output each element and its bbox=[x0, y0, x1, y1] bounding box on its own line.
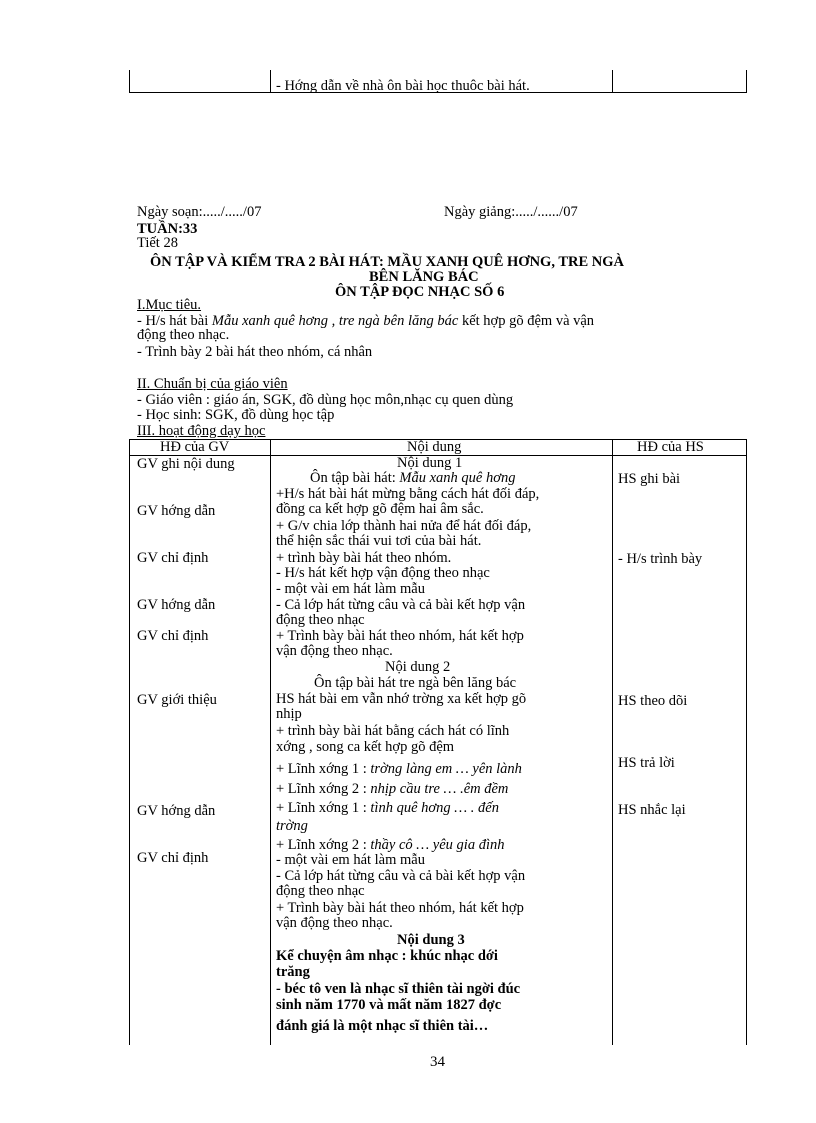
nd3-line: sinh năm 1770 và mất năm 1827 đợc bbox=[276, 997, 502, 1013]
chuan-bi-line2: - Học sinh: SGK, đồ dùng học tập bbox=[137, 407, 335, 423]
nd1-line: + G/v chia lớp thành hai nửa để hát đối đáp, bbox=[276, 518, 532, 534]
linh-xuong-line bbox=[276, 838, 505, 853]
nd1-line: vận động theo nhạc. bbox=[276, 643, 393, 659]
muc-tieu-heading: I.Mục tiêu. bbox=[137, 297, 202, 313]
nd2-tail-line: động theo nhạc bbox=[276, 883, 365, 899]
nd1-sub-song: Mẫu xanh quê hơng bbox=[399, 470, 516, 486]
page-number: 34 bbox=[430, 1054, 445, 1070]
gv-item: GV ghi nội dung bbox=[137, 456, 235, 472]
muc-tieu-line3: - Trình bày 2 bài hát theo nhóm, cá nhân bbox=[137, 344, 373, 360]
nd2-line: HS hát bài em vẫn nhớ trờng xa kết hợp gõ bbox=[276, 691, 527, 707]
nd3-line: đánh giá là một nhạc sĩ thiên tài… bbox=[276, 1018, 489, 1034]
linh-xuong-line bbox=[276, 762, 522, 777]
linh-xuong-label: + Lĩnh xớng 2 : bbox=[276, 781, 371, 797]
nd1-line: động theo nhạc bbox=[276, 612, 365, 628]
gv-item: GV chỉ định bbox=[137, 628, 209, 644]
gv-item: GV giới thiệu bbox=[137, 692, 217, 708]
linh-xuong-text: thầy cô … yêu gia đình bbox=[370, 837, 505, 853]
gv-item: GV chỉ định bbox=[137, 850, 209, 866]
nd3-title: Nội dung 3 bbox=[397, 932, 465, 948]
nd3-line: - béc tô ven là nhạc sĩ thiên tài ngời đúc bbox=[276, 981, 521, 997]
top-table-border-col bbox=[270, 70, 271, 93]
nd2-line: nhịp bbox=[276, 706, 302, 722]
nd1-sub-prefix: Ôn tập bài hát: bbox=[310, 470, 400, 486]
linh-xuong-text: nhịp cầu tre … .êm đềm bbox=[370, 781, 509, 797]
nd1-line: - H/s hát kết hợp vận động theo nhạc bbox=[276, 565, 490, 581]
nd1-line: + Trình bày bài hát theo nhóm, hát kết hợp bbox=[276, 628, 524, 644]
hs-item: HS ghi bài bbox=[618, 471, 681, 487]
muc-tieu-prefix: - H/s hát bài bbox=[137, 313, 212, 329]
tiet-label: Tiết 28 bbox=[137, 235, 178, 251]
linh-xuong-cont: trờng bbox=[276, 818, 308, 834]
chuan-bi-line1: - Giáo viên : giáo án, SGK, đồ dùng học môn,nhạc cụ quen dùng bbox=[137, 392, 514, 408]
ngay-soan: Ngày soạn:...../...../07 bbox=[137, 204, 262, 220]
song-tre-nga: , tre ngà bên lăng bác bbox=[327, 313, 459, 329]
nd1-line: + trình bày bài hát theo nhóm. bbox=[276, 550, 452, 566]
top-table-border-right bbox=[746, 70, 747, 93]
table-border-col1 bbox=[270, 439, 271, 1045]
muc-tieu-line2: động theo nhạc. bbox=[137, 327, 230, 343]
lesson-title-line1: ÔN TẬP VÀ KIỂM TRA 2 BÀI HÁT: MẦU XANH QUÊ HƠNG, TRE NGÀ bbox=[150, 254, 624, 270]
table-border-left bbox=[129, 439, 130, 1045]
linh-xuong-text: tình quê hơng … . đến bbox=[370, 800, 499, 816]
nd3-line: Kể chuyện âm nhạc : khúc nhạc dới bbox=[276, 948, 498, 964]
top-table-text: - Hớng dẫn về nhà ôn bài học thuôc bài hát. bbox=[276, 78, 530, 94]
nd2-tail-line: - Cả lớp hát từng câu và cả bài kết hợp vận bbox=[276, 868, 526, 884]
linh-xuong-text: trờng làng em … yên lành bbox=[370, 761, 522, 777]
lesson-title-line2: BÊN LĂNG BÁC bbox=[369, 269, 479, 285]
tuan-label: TUẦN:33 bbox=[137, 221, 198, 237]
hs-item: - H/s trình bày bbox=[618, 551, 703, 567]
hs-item: HS trả lời bbox=[618, 755, 675, 771]
muc-tieu-suffix: kết hợp gõ đệm và vận bbox=[458, 313, 595, 329]
gv-item: GV hớng dẫn bbox=[137, 503, 216, 519]
nd1-line: +H/s hát bài hát mừng bằng cách hát đối đáp, bbox=[276, 486, 540, 502]
lesson-title-line3: ÔN TẬP ĐỌC NHẠC SỐ 6 bbox=[335, 284, 505, 300]
top-table-border-col2 bbox=[612, 70, 613, 93]
nd3-line: trăng bbox=[276, 964, 310, 980]
hs-item: HS nhắc lại bbox=[618, 802, 686, 818]
top-table-border-left bbox=[129, 70, 130, 93]
song-mau-xanh: Mẫu xanh quê hơng bbox=[211, 313, 328, 329]
hoat-dong-heading: III. hoạt động dạy học bbox=[137, 423, 266, 439]
nd2-subtitle: Ôn tập bài hát tre ngà bên lăng bác bbox=[314, 675, 517, 691]
linh-xuong-label: + Lĩnh xớng 2 : bbox=[276, 837, 371, 853]
table-border-right bbox=[746, 439, 747, 1045]
nd2-title: Nội dung 2 bbox=[385, 659, 451, 675]
nd2-line: + trình bày bài hát bằng cách hát có lĩnh bbox=[276, 723, 510, 739]
nd2-tail-line: - một vài em hát làm mẫu bbox=[276, 852, 425, 868]
chuan-bi-heading: II. Chuẩn bị của giáo viên bbox=[137, 376, 288, 392]
nd2-line: xớng , song ca kết hợp gõ đệm bbox=[276, 739, 455, 755]
linh-xuong-label: + Lĩnh xớng 1 : bbox=[276, 800, 371, 816]
linh-xuong-line bbox=[276, 801, 499, 816]
nd1-title: Nội dung 1 bbox=[397, 455, 463, 471]
nd2-tail-line: + Trình bày bài hát theo nhóm, hát kết hợp bbox=[276, 900, 524, 916]
nd1-line: - một vài em hát làm mẫu bbox=[276, 581, 425, 597]
linh-xuong-label: + Lĩnh xớng 1 : bbox=[276, 761, 371, 777]
linh-xuong-line bbox=[276, 782, 508, 797]
table-border-col2 bbox=[612, 439, 613, 1045]
col-header-gv: HĐ của GV bbox=[160, 439, 230, 455]
hs-item: HS theo dõi bbox=[618, 693, 688, 709]
gv-item: GV hớng dẫn bbox=[137, 803, 216, 819]
gv-item: GV chỉ định bbox=[137, 550, 209, 566]
nd1-line: - Cả lớp hát từng câu và cả bài kết hợp vận bbox=[276, 597, 526, 613]
col-header-hs: HĐ của HS bbox=[637, 439, 704, 455]
nd1-line: thể hiện sắc thái vui tơi của bài hát. bbox=[276, 533, 482, 549]
nd1-subtitle bbox=[310, 471, 515, 486]
nd2-tail-line: vận động theo nhạc. bbox=[276, 915, 393, 931]
gv-item: GV hớng dẫn bbox=[137, 597, 216, 613]
ngay-giang: Ngày giảng:...../....../07 bbox=[444, 204, 578, 220]
col-header-noidung: Nội dung bbox=[407, 439, 462, 455]
nd1-line: đồng ca kết hợp gõ đệm hai âm sắc. bbox=[276, 501, 484, 517]
